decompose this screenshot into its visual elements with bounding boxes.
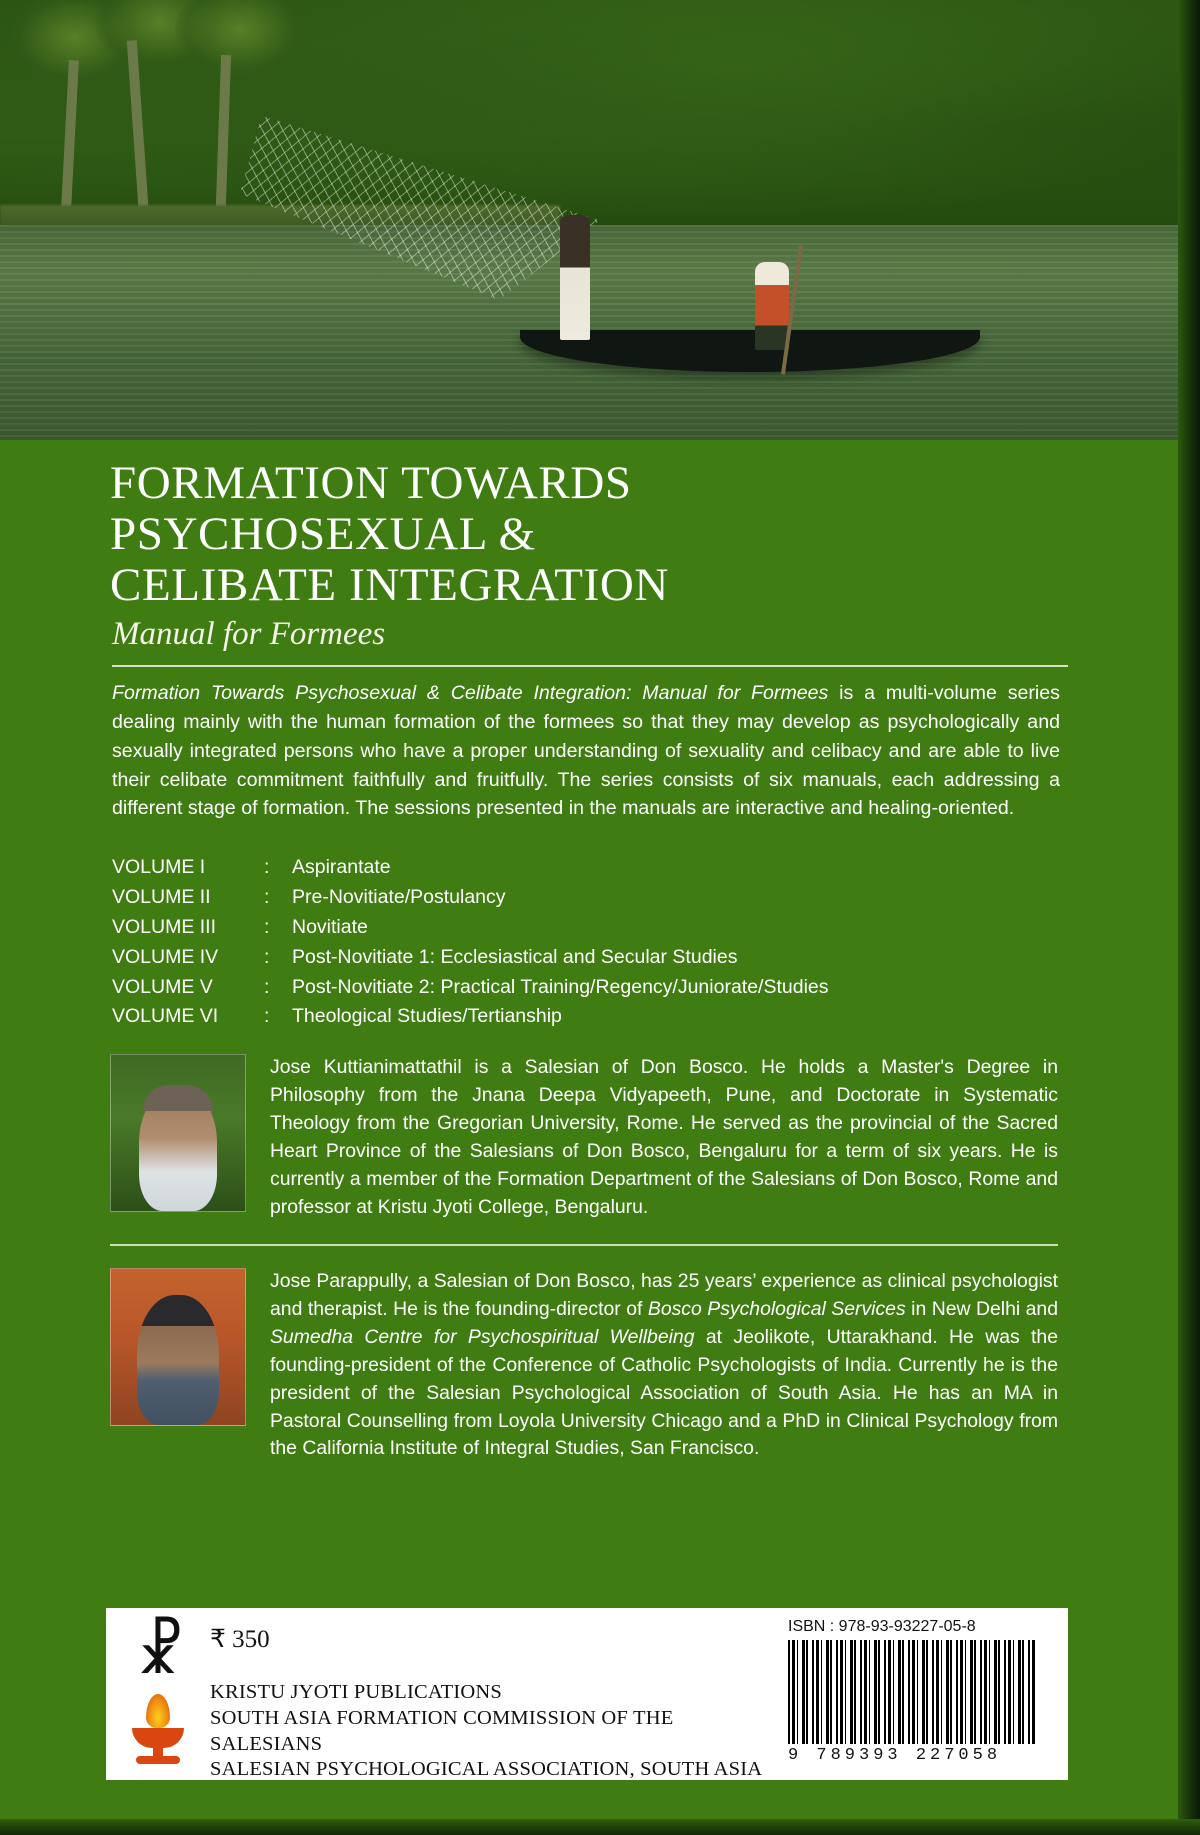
- fisherman-casting: [560, 215, 590, 340]
- chi-rho-icon: ☧: [136, 1619, 185, 1687]
- volume-value: Post-Novitiate 2: Practical Training/Regency/Juniorate/Studies: [292, 975, 829, 998]
- volume-row: [112, 973, 1178, 1003]
- volume-separator: :: [264, 915, 270, 938]
- book-title: [0, 440, 1178, 610]
- flame-shape: [146, 1694, 170, 1728]
- volume-separator: :: [264, 856, 270, 879]
- volume-label: VOLUME II: [112, 886, 211, 909]
- bio2-italic2: Sumedha Centre for Psychospiritual Wellbeing: [270, 1325, 695, 1348]
- volume-value: Post-Novitiate 1: Ecclesiastical and Secular Studies: [292, 945, 738, 968]
- author-bio-1: [110, 1054, 1058, 1222]
- volume-row: [112, 883, 1178, 913]
- author-photo-jose-kuttianimattathil: [110, 1054, 246, 1212]
- bio2-italic1: Bosco Psychological Services: [647, 1297, 906, 1320]
- lamp-base-shape: [136, 1756, 180, 1764]
- publisher-logo: [106, 1608, 210, 1780]
- volume-label: VOLUME V: [112, 975, 213, 998]
- barcode-digits: 9 789393 227058: [788, 1746, 1002, 1765]
- bio2-part3: at Jeolikote, Uttarakhand. He was the founding-president of the Conference of Catholic Psychologists of India. Currently he is the president of the Salesian Psychological Association of South Asia. He has an MA in Pastoral Counselling from Loyola University Chicago and a PhD in Clinical Psychology from the California Institute of Integral Studies, San Francisco.: [270, 1325, 1058, 1460]
- cover-photograph: [0, 0, 1178, 440]
- volume-row: [112, 943, 1178, 973]
- volume-label: VOLUME I: [112, 856, 206, 879]
- volume-value: Pre-Novitiate/Postulancy: [292, 886, 506, 909]
- volume-list: [112, 853, 1178, 1032]
- title-line-3: CELIBATE INTEGRATION: [110, 558, 669, 611]
- author-photo-jose-parappully: [110, 1268, 246, 1426]
- ean13-barcode: [788, 1640, 1036, 1744]
- volume-label: VOLUME IV: [112, 945, 219, 968]
- oil-lamp-icon: [130, 1694, 186, 1764]
- volume-value: Aspirantate: [292, 856, 391, 879]
- book-edge-right: [1178, 0, 1200, 1835]
- divider-between-authors: [110, 1244, 1058, 1246]
- volume-row: [112, 1002, 1178, 1032]
- blurb-rest: is a multi-volume series dealing mainly with the human formation of the formees so that they may develop as psychologically and sexually integrated persons who have a proper understanding of sexuality and celibacy and are able to live their celibate commitment faithfully and fruitfully. The series consists of six manuals, each addressing a different stage of formation. The sessions presented in the manuals are interactive and healing-oriented.: [112, 682, 1060, 820]
- bio2-part2: in New Delhi and: [905, 1297, 1058, 1320]
- book-subtitle: Manual for Formees: [112, 616, 386, 653]
- lamp-bowl-shape: [132, 1728, 184, 1748]
- volume-label: VOLUME VI: [112, 1005, 219, 1028]
- book-edge-bottom: [0, 1819, 1200, 1835]
- volume-value: Theological Studies/Tertianship: [292, 1005, 562, 1028]
- hair-shape: [143, 1085, 213, 1111]
- title-line-2: PSYCHOSEXUAL &: [110, 507, 536, 560]
- publisher-line-1: KRISTU JYOTI PUBLICATIONS: [210, 1681, 503, 1703]
- publisher-line-2: SOUTH ASIA FORMATION COMMISSION OF THE SALESIANS: [210, 1706, 674, 1755]
- publisher-footer-panel: [106, 1608, 1068, 1780]
- volume-value: Novitiate: [292, 915, 368, 938]
- author-bio-text-1: Jose Kuttianimattathil is a Salesian of Don Bosco. He holds a Master's Degree in Philosophy from the Jnana Deepa Vidyapeeth, Pune, and Doctorate in Systematic Theology from the Gregorian University, Rome. He served as the provincial of the Sacred Heart Province of the Salesians of Don Bosco, Bengaluru for a term of six years. He is currently a member of the Formation Department of the Salesians of Don Bosco, Rome and professor at Kristu Jyoti College, Bengaluru.: [270, 1056, 1058, 1218]
- price-label: ₹ 350: [210, 1626, 270, 1653]
- fisherman-poling: [755, 262, 789, 350]
- isbn-block: [788, 1608, 1068, 1780]
- publisher-details: [210, 1608, 788, 1780]
- author-bio-text-2: [270, 1268, 1058, 1464]
- bio2-part1: Jose Parappully, a Salesian of Don Bosco, has 25 years’ experience as clinical psychologist and therapist. He is the founding-director of: [270, 1269, 1058, 1320]
- publisher-lines: [210, 1680, 788, 1783]
- volume-label: VOLUME III: [112, 915, 217, 938]
- volume-separator: :: [264, 975, 270, 998]
- title-line-1: FORMATION TOWARDS: [110, 457, 632, 509]
- volume-separator: :: [264, 886, 270, 909]
- volume-row: [112, 913, 1178, 943]
- volume-row: [112, 853, 1178, 883]
- blurb-italic-lead: Formation Towards Psychosexual & Celibate Integration: Manual for Formees: [112, 682, 829, 705]
- publisher-line-3: SALESIAN PSYCHOLOGICAL ASSOCIATION, SOUTH ASIA: [210, 1758, 763, 1781]
- volume-separator: :: [264, 945, 270, 968]
- author-bio-2: [110, 1268, 1058, 1464]
- volume-separator: :: [264, 1005, 270, 1028]
- isbn-label: ISBN : 978-93-93227-05-8: [788, 1618, 976, 1635]
- cover-text-content: [0, 440, 1178, 1463]
- divider-top: [112, 665, 1068, 667]
- blurb-paragraph: [112, 679, 1060, 823]
